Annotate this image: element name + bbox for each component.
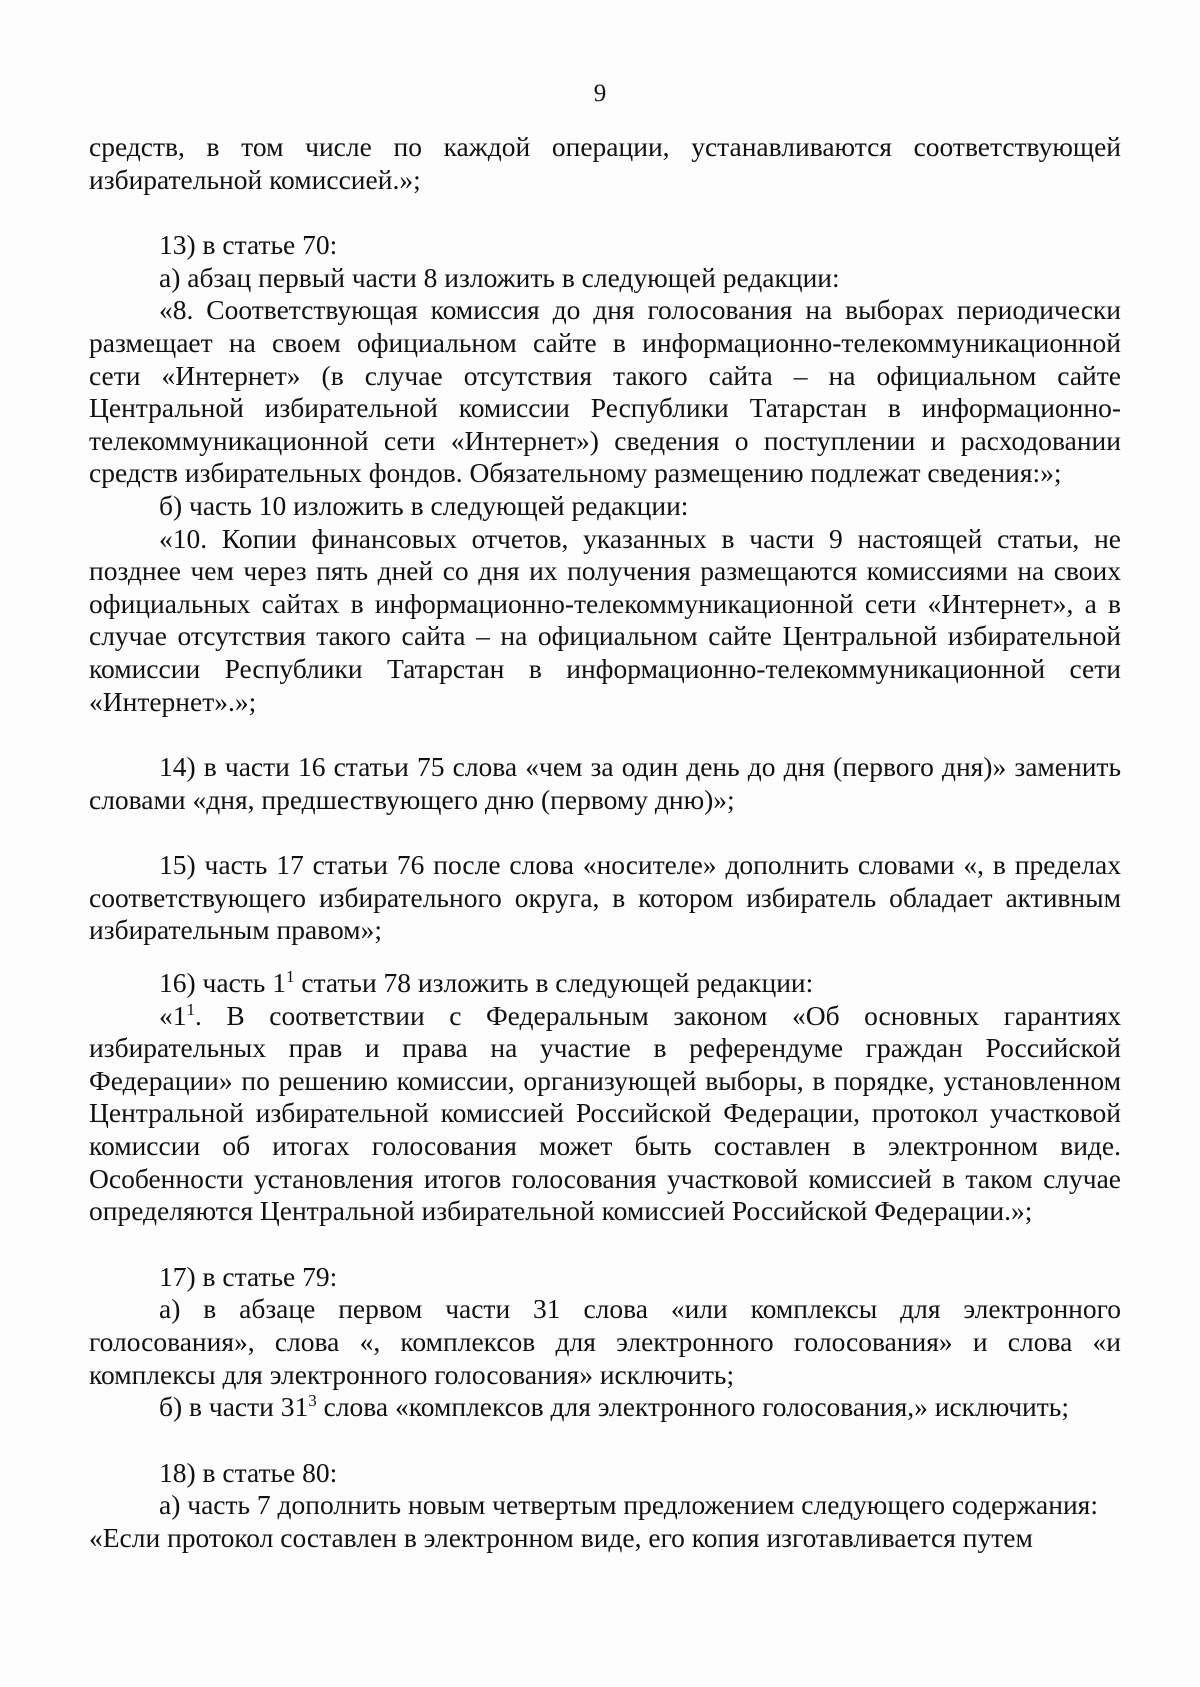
text-run: . В соответствии с Федеральным законом «Об основных гарантиях избирательных прав и права на участие в референдуме граждан Российской Федерации» по решению комиссии, организующей выборы, в порядке, установленном Центральной избирательной комиссией Российской Федерации, протокол участковой комиссии об итогах голосования может быть составлен в электронном виде. Особенности установления итогов голосования участковой комиссией в таком случае определяются Центральной избирательной комиссией Российской Федерации.»; — [89, 999, 1121, 1227]
item-heading: 17) в статье 79: — [159, 1260, 338, 1292]
paragraph: средств, в том числе по каждой операции, устанавливаются соответствующей избирательной комиссией.»; — [89, 131, 1121, 195]
paragraph: а) часть 7 дополнить новым четвертым предложением следующего содержания: — [159, 1489, 1098, 1521]
paragraph: а) абзац первый части 8 изложить в следующей редакции: — [159, 261, 840, 293]
page-number: 9 — [593, 80, 607, 107]
spacer — [89, 1424, 1121, 1457]
paragraph — [89, 1391, 1121, 1424]
quoted-paragraph — [89, 1000, 1121, 1228]
quoted-paragraph: «10. Копии финансовых отчетов, указанных в части 9 настоящей статьи, не позднее чем через пять дней со дня их получения размещаются комиссиями на своих официальных сайтах в информационно-телекоммуникационной сети «Интернет», а в случае отсутствия такого сайта – на официальном сайте Центральной избирательной комиссии Республики Татарстан в информационно-телекоммуникационной сети «Интернет».»; — [89, 522, 1121, 717]
spacer — [89, 1228, 1121, 1261]
paragraph: б) часть 10 изложить в следующей редакции: — [159, 489, 689, 521]
text-run: статьи 78 изложить в следующей редакции: — [294, 967, 814, 999]
item-heading — [89, 967, 1121, 1000]
item-paragraph: 14) в части 16 статьи 75 слова «чем за один день до дня (первого дня)» заменить словами «дня, предшествующего дню (первому дню)»; — [89, 751, 1121, 815]
spacer — [89, 947, 1121, 967]
document-body — [89, 131, 1121, 1555]
text-run: б) в части 31 — [159, 1391, 309, 1423]
spacer — [89, 816, 1121, 849]
text-run: слова «комплексов для электронного голосования,» исключить; — [316, 1391, 1069, 1423]
text-run: «1 — [159, 999, 187, 1031]
superscript: 1 — [285, 966, 295, 986]
superscript: 3 — [308, 1391, 317, 1411]
spacer — [89, 718, 1121, 751]
quoted-paragraph: «8. Соответствующая комиссия до дня голосования на выборах периодически размещает на своем официальном сайте в информационно-телекоммуникационной сети «Интернет» (в случае отсутствия такого сайта – на официальном сайте Центральной избирательной комиссии Республики Татарстан в информационно-телекоммуникационной сети «Интернет») сведения о поступлении и расходовании средств избирательных фондов. Обязательному размещению подлежат сведения:»; — [89, 294, 1121, 489]
item-paragraph: 15) часть 17 статьи 76 после слова «носителе» дополнить словами «, в пределах соответствующего избирательного округа, в котором избиратель обладает активным избирательным правом»; — [89, 849, 1121, 946]
superscript: 1 — [186, 999, 195, 1019]
paragraph: а) в абзаце первом части 31 слова «или комплексы для электронного голосования», слова «, комплексов для электронного голосования» и слова «и комплексы для электронного голосования» исключить; — [89, 1293, 1121, 1390]
text-run: 16) часть 1 — [159, 967, 286, 999]
spacer — [89, 196, 1121, 229]
quoted-paragraph: «Если протокол составлен в электронном виде, его копия изготавливается путем — [89, 1521, 1033, 1553]
item-heading: 13) в статье 70: — [159, 229, 338, 261]
item-heading: 18) в статье 80: — [159, 1456, 338, 1488]
